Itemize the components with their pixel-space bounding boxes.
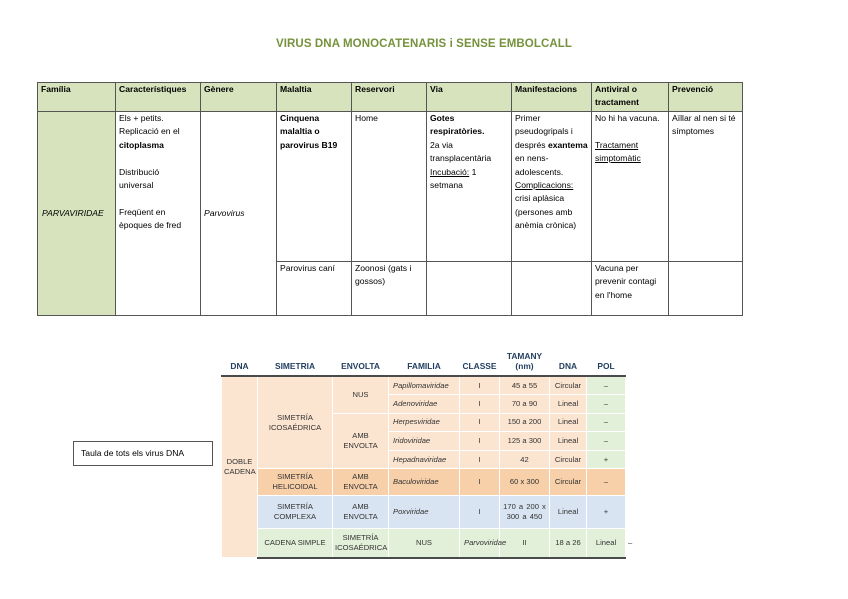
complications-value: crisi aplàsica (persones amb anèmia crònica) (515, 193, 577, 231)
col-header-family: Família (38, 83, 116, 112)
pol-cell: + (587, 450, 626, 469)
class-cell: I (460, 450, 500, 469)
family-cell: Papillomaviridae (389, 376, 460, 395)
family-cell: Poxviridae (389, 496, 460, 529)
pol-cell: – (587, 469, 626, 496)
col-header-envelope: ENVOLTA (333, 350, 389, 376)
manif-text: Primer pseudogripals i després (515, 113, 573, 150)
dna-virus-table (221, 350, 633, 559)
table-row (222, 496, 626, 529)
col-header-route: Via (427, 83, 512, 112)
class-cell: I (460, 395, 500, 414)
size-cell: 170 a 200 x 300 a 450 (500, 496, 550, 529)
class-cell: II (500, 529, 550, 558)
class-cell: I (460, 432, 500, 451)
dna-type-cell: Lineal (550, 395, 587, 414)
pol-cell: + (587, 496, 626, 529)
prevention-cell (669, 262, 743, 316)
manif-bold: exantema (547, 139, 588, 150)
col-header-size: TAMANY (nm) (500, 350, 550, 376)
class-cell: I (460, 376, 500, 395)
disease-cell: Parovirus caní (277, 262, 352, 316)
pol-cell: – (587, 376, 626, 395)
col-header-family: FAMILIA (389, 350, 460, 376)
col-header-genus: Gènere (201, 83, 277, 112)
complications-label: Complicacions: (515, 180, 574, 191)
symmetry-cell: SIMETRÍA COMPLEXA (258, 496, 333, 529)
col-header-reservoir: Reservori (352, 83, 427, 112)
col-header-features: Característiques (116, 83, 201, 112)
family-cell: Iridoviridae (389, 432, 460, 451)
col-header-manifestations: Manifestacions (512, 83, 592, 112)
symmetry-cell: SIMETRÍA HELICOIDAL (258, 469, 333, 496)
size-cell: 150 a 200 (500, 413, 550, 432)
disease-cell: Cinquena malaltia o parovirus B19 (277, 112, 352, 262)
col-header-prevention: Prevenció (669, 83, 743, 112)
col-header-pol: POL (587, 350, 626, 376)
dna-type-cell: Lineal (550, 496, 587, 529)
route-main: Gotes respiratòries. (430, 113, 485, 137)
size-cell: 42 (500, 450, 550, 469)
family-cell: Adenoviridae (389, 395, 460, 414)
document-title: VIRUS DNA MONOCATENARIS i SENSE EMBOLCALL (275, 38, 573, 50)
features-line: universal (119, 180, 154, 191)
size-cell: 18 a 26 (550, 529, 587, 558)
manifestations-cell (512, 112, 592, 262)
dna-type-cell: Lineal (550, 432, 587, 451)
family-cell: Parvoviridae (460, 529, 500, 558)
features-line: citoplasma (119, 139, 164, 150)
col-header-dna: DNA (222, 350, 258, 376)
prevention-cell: Aïllar al nen si té símptomes (669, 112, 743, 262)
reservoir-cell: Zoonosi (gats i gossos) (352, 262, 427, 316)
features-line: Els + petits. (119, 113, 164, 123)
dna-type-cell: Circular (550, 469, 587, 496)
envelope-cell: NUS (333, 376, 389, 413)
symmetry-cell: SIMETRÍA ICOSAÉDRICA (258, 376, 333, 469)
caption-box: Taula de tots els virus DNA (73, 441, 213, 466)
family-cell: Herpesviridae (389, 413, 460, 432)
envelope-cell: AMB ENVOLTA (333, 496, 389, 529)
manif-text: en nens-adolescents. (515, 153, 564, 177)
route-secondary: 2a via transplacentària (430, 139, 492, 164)
class-cell: I (460, 413, 500, 432)
features-line: èpoques de fred (119, 220, 182, 231)
table-row (222, 376, 626, 395)
features-line: Distribució (119, 166, 160, 177)
features-cell (116, 112, 201, 316)
dna-virus-table-image (221, 350, 633, 559)
antiviral-cell: Vacuna per prevenir contagi en l'home (592, 262, 669, 316)
antiviral-text: No hi ha vacuna. (595, 113, 660, 123)
family-cell: Baculoviridae (389, 469, 460, 496)
class-cell: I (460, 469, 500, 496)
symmetry-cell: SIMETRÍA ICOSAÉDRICA (333, 529, 389, 558)
pol-cell: – (587, 395, 626, 414)
table-header-row (222, 350, 626, 376)
pol-cell: – (587, 413, 626, 432)
dna-type-cell: Lineal (587, 529, 626, 558)
size-cell: 60 x 300 (500, 469, 550, 496)
pol-cell: – (587, 432, 626, 451)
col-header-class: CLASSE (460, 350, 500, 376)
class-cell: I (460, 496, 500, 529)
dna-double-cell: DOBLE CADENA (222, 376, 258, 558)
incubation-value: 1 setmana (430, 166, 477, 191)
envelope-cell: AMB ENVOLTA (333, 469, 389, 496)
size-cell: 45 a 55 (500, 376, 550, 395)
col-header-symmetry: SIMETRIA (258, 350, 333, 376)
dna-single-cell: CADENA SIMPLE (258, 529, 333, 558)
route-cell (427, 112, 512, 262)
col-header-antiviral: Antiviral o tractament (592, 83, 669, 112)
treatment-text: Tractament simptomàtic (595, 139, 641, 164)
size-cell: 70 a 90 (500, 395, 550, 414)
dna-type-cell: Circular (550, 376, 587, 395)
table-row: CADENA SIMPLE SIMETRÍA ICOSAÉDRICA NUS Parvoviridae II 18 a 26 Lineal – (222, 529, 626, 558)
col-header-dna-type: DNA (550, 350, 587, 376)
family-cell: Hepadnaviridae (389, 450, 460, 469)
manifestations-cell (512, 262, 592, 316)
antiviral-cell (592, 112, 669, 262)
size-cell: 125 a 300 (500, 432, 550, 451)
reservoir-cell: Home (352, 112, 427, 262)
features-line: Replicació en el (119, 126, 180, 137)
dna-type-cell: Circular (550, 450, 587, 469)
envelope-cell: NUS (389, 529, 460, 558)
genus-cell: Parvovirus (201, 112, 277, 316)
envelope-cell: AMB ENVOLTA (333, 413, 389, 469)
table-row (222, 469, 626, 496)
parvoviridae-table (37, 82, 743, 316)
table-row (38, 112, 743, 262)
route-cell (427, 262, 512, 316)
incubation-label: Incubació: (430, 166, 470, 177)
col-header-disease: Malaltia (277, 83, 352, 112)
features-line: Freqüent en (119, 206, 166, 217)
table-header-row (38, 83, 743, 112)
family-cell: PARVAVIRIDAE (38, 112, 116, 316)
dna-type-cell: Lineal (550, 413, 587, 432)
